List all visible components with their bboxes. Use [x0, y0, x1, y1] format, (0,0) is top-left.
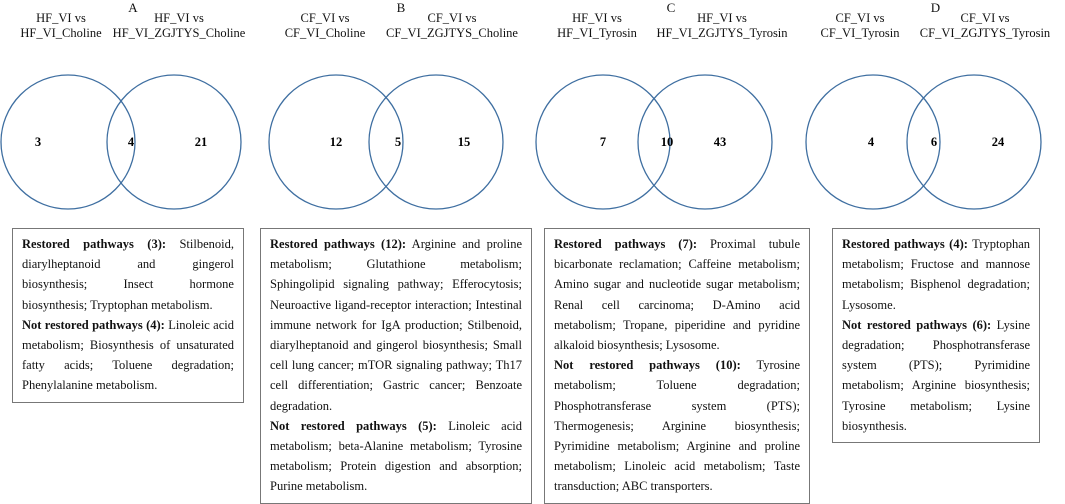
venn-diagram [0, 0, 266, 230]
left-only-count: 7 [599, 135, 607, 149]
not-restored-pathways: Not restored pathways (10): Tyrosine metabolism; Toluene degradation; Phosphotransferase system (PTS); Thermogenesis; Arginine biosynthesis; Pyrimidine metabolism; Arginine and proline metabolism; Linoleic acid metabolism; Taste transduction; ABC transporters. [554, 358, 800, 494]
right-set-circle [369, 75, 503, 209]
left-set-label: HF_VI vs HF_VI_Choline [20, 11, 102, 40]
restored-pathways: Restored pathways (4): Tryptophan metabolism; Fructose and mannose metabolism; Bisphenol degradation; Lysosome. [842, 237, 1031, 312]
panel-b [266, 0, 536, 503]
venn-diagram [266, 0, 536, 230]
left-set-circle [1, 75, 135, 209]
pathway-summary-box [12, 228, 244, 403]
panel-letter: C [666, 0, 676, 15]
left-set-label: CF_VI vs CF_VI_Tyrosin [820, 11, 900, 40]
left-only-count: 3 [34, 135, 42, 149]
right-only-count: 15 [457, 135, 471, 149]
not-restored-pathways: Not restored pathways (6): Lysine degradation; Phosphotransferase system (PTS); Pyrimidine metabolism; Arginine biosynthesis; Tyrosine metabolism; Lysine biosynthesis. [842, 317, 1030, 433]
pathway-summary-box [544, 228, 810, 504]
left-set-label: HF_VI vs HF_VI_Tyrosin [557, 11, 637, 40]
restored-pathways: Restored pathways (12): Arginine and proline metabolism; Glutathione metabolism; Sphingolipid signaling pathway; Efferocytosis; Neuroactive ligand-receptor interaction; Intestinal immune network for IgA production; Stilbenoid, diarylheptanoid and gingerol biosynthesis; Small cell lung cancer; mTOR signaling pathway; Th17 cell differentiation; Gastric cancer; Benzoate degradation. [270, 237, 522, 413]
right-set-label: CF_VI vs CF_VI_ZGJTYS_Choline [386, 11, 518, 40]
not-restored-pathways: Not restored pathways (5): Linoleic acid metabolism; beta-Alanine metabolism; Tyrosine metabolism; Protein digestion and absorption; Purine metabolism. [270, 418, 523, 494]
left-only-count: 12 [329, 135, 343, 149]
panel-c [536, 0, 806, 503]
venn-diagram [536, 0, 806, 230]
restored-pathways: Restored pathways (3): Stilbenoid, diarylheptanoid and gingerol biosynthesis; Insect hormone biosynthesis; Tryptophan metabolism. [22, 237, 235, 312]
overlap-count: 10 [660, 135, 674, 149]
right-set-label: HF_VI vs HF_VI_ZGJTYS_Choline [112, 11, 246, 40]
overlap-count: 4 [127, 135, 135, 149]
right-set-circle [907, 75, 1041, 209]
panel-d [806, 0, 1065, 503]
panel-letter: B [396, 0, 406, 15]
right-set-label: CF_VI vs CF_VI_ZGJTYS_Tyrosin [919, 11, 1051, 40]
panel-letter: A [128, 0, 138, 15]
panel-a [0, 0, 266, 503]
right-only-count: 21 [194, 135, 208, 149]
right-set-label: HF_VI vs HF_VI_ZGJTYS_Tyrosin [656, 11, 788, 40]
panel-letter: D [930, 0, 941, 15]
restored-pathways: Restored pathways (7): Proximal tubule bicarbonate reclamation; Caffeine metabolism; Amino sugar and nucleotide sugar metabolism; Renal cell carcinoma; D-Amino acid metabolism; Tropane, piperidine and pyridine alkaloid biosynthesis; Lysosome. [554, 237, 801, 353]
right-only-count: 24 [991, 135, 1005, 149]
left-set-label: CF_VI vs CF_VI_Choline [284, 11, 366, 40]
left-only-count: 4 [867, 135, 875, 149]
pathway-summary-box [260, 228, 532, 504]
pathway-summary-box [832, 228, 1040, 443]
right-only-count: 43 [713, 135, 727, 149]
overlap-count: 5 [394, 135, 402, 149]
venn-diagram [806, 0, 1065, 230]
not-restored-pathways: Not restored pathways (4): Linoleic acid metabolism; Biosynthesis of unsaturated fatty acids; Toluene degradation; Phenylalanine metabolism. [22, 317, 235, 393]
right-set-circle [638, 75, 772, 209]
overlap-count: 6 [930, 135, 938, 149]
